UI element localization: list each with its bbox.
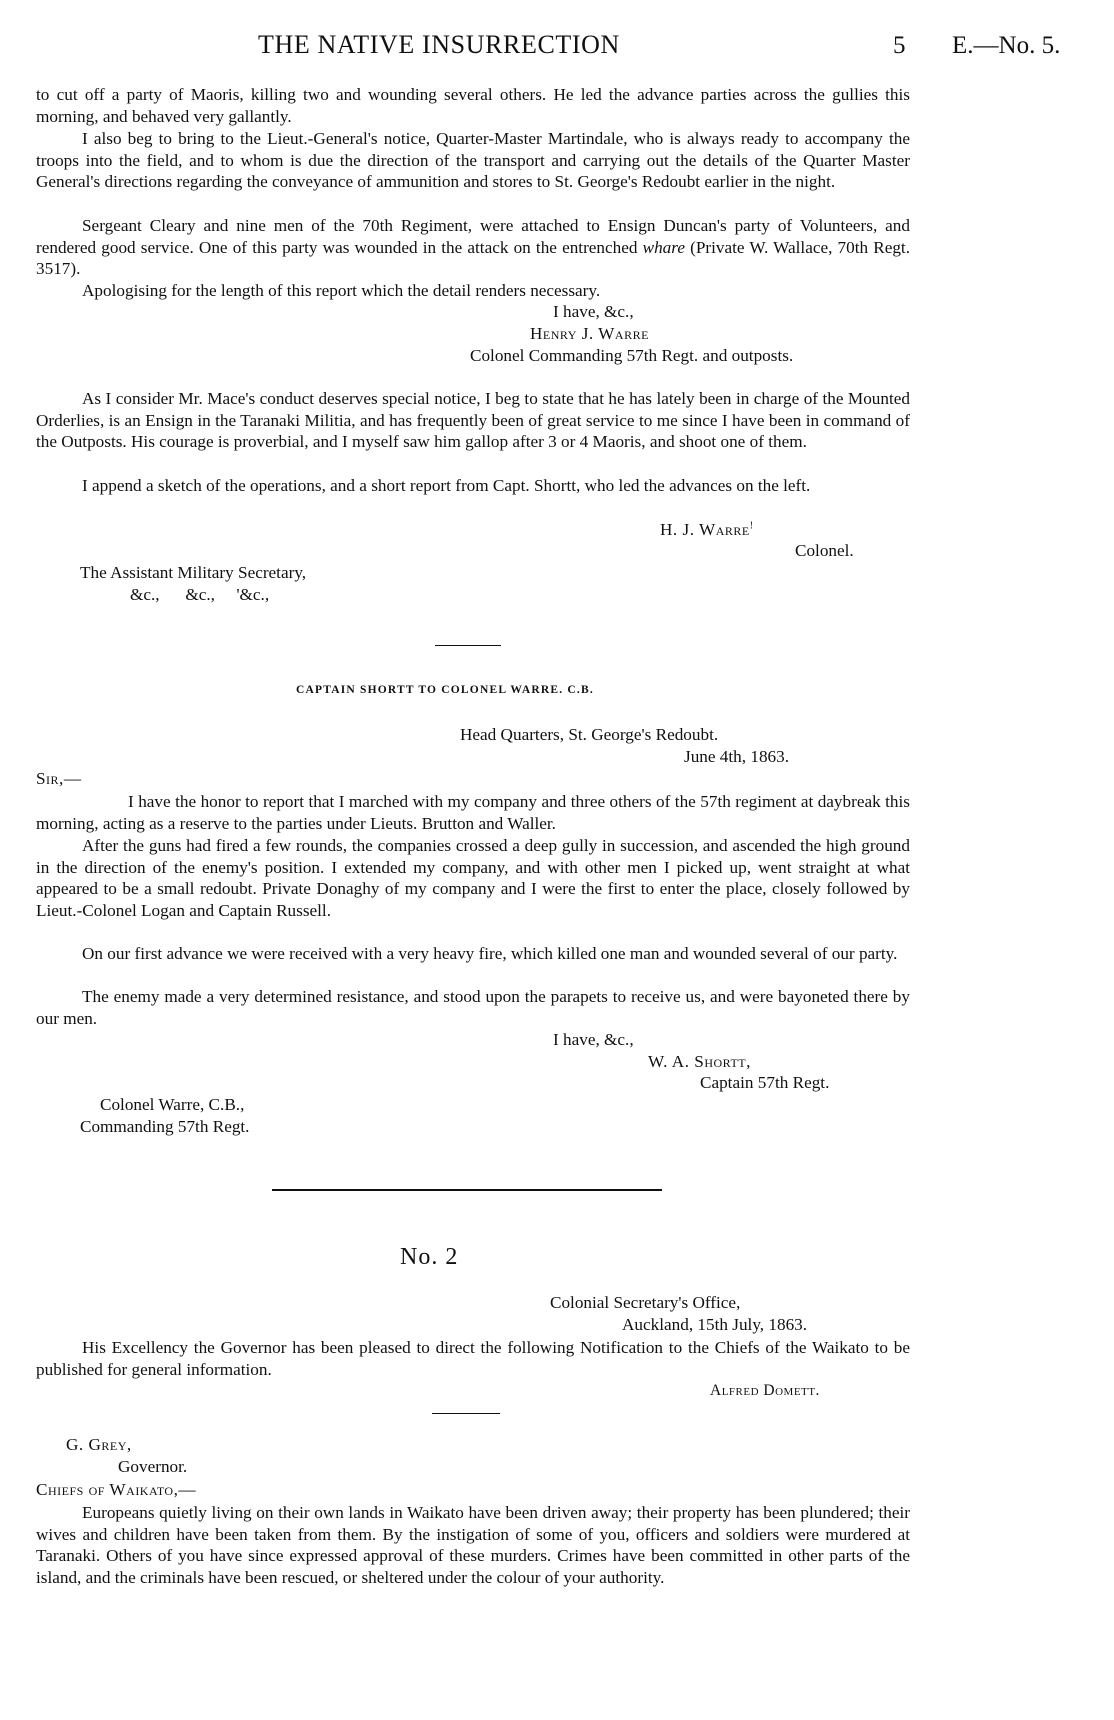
postscript-paragraph-1: As I consider Mr. Mace's conduct deserves special notice, I beg to state that he has lately been in charge of the Mounted Orderlies, is an Ensign in the Taranaki Militia, and has frequently been of great service to me since I have been in command of the Outposts. His courage is proverbial, and I myself saw him gallop after 3 or 4 Maoris, and shoot one of them.	[36, 389, 910, 452]
report1-paragraph-1: to cut off a party of Maoris, killing two and wounding several others. He led the advance parties across the gullies this morning, and behaved very gallantly.	[36, 85, 910, 126]
running-title: THE NATIVE INSURRECTION	[258, 30, 620, 59]
governor-name: G. Grey,	[66, 1435, 132, 1454]
section2-paragraph-2: Europeans quietly living on their own lands in Waikato have been driven away; their property has been plundered; their wives and children have been taken from them. By the instigation of some of you, officers and soldiers were murdered at Taranaki. Others of you have since expressed approval of these murders. Crimes have been committed in other parts of the island, and the criminals have been rescued, or sheltered under the colour of your authority.	[36, 1503, 910, 1587]
report1-paragraph-4: Apologising for the length of this report which the detail renders necessary.	[82, 281, 601, 300]
section2-signature: Alfred Domett.	[710, 1382, 820, 1399]
section2-paragraph-1: His Excellency the Governor has been pleased to direct the following Notification to the Chiefs of the Waikato to be published for general information.	[36, 1338, 910, 1379]
governor-title: Governor.	[118, 1457, 188, 1476]
report2-closing: I have, &c.,	[553, 1030, 634, 1049]
report1-paragraph-2: I also beg to bring to the Lieut.-General's notice, Quarter-Master Martindale, who is always ready to accompany the troops into the field, and to whom is due the direction of the transport and carrying out the details of the Quarter Master General's directions regarding the conveyance of ammunition and stores to St. George's Redoubt earlier in the night.	[36, 129, 910, 192]
office-name: Colonial Secretary's Office,	[550, 1293, 741, 1312]
chiefs-salutation: Chiefs of Waikato,—	[36, 1480, 197, 1499]
report1-signature: Henry J. Warre	[530, 324, 649, 343]
report1-signature-title: Colonel Commanding 57th Regt. and outposts.	[470, 346, 794, 365]
postscript-signature: H. J. Warre!	[660, 520, 754, 539]
report2-addressee-2: Commanding 57th Regt.	[80, 1117, 250, 1136]
postscript-addressee: The Assistant Military Secretary,	[80, 563, 307, 582]
page-number: 5	[893, 32, 906, 59]
report2-paragraph-1: I have the honor to report that I marched with my company and three others of the 57th regiment at daybreak this morning, acting as a reserve to the parties under Lieuts. Brutton and Waller.	[36, 792, 910, 833]
letter-date: June 4th, 1863.	[684, 747, 790, 766]
report2-addressee-1: Colonel Warre, C.B.,	[100, 1095, 245, 1114]
postscript-addressee-etc: &c., &c., '&c.,	[130, 585, 270, 604]
letter-place: Head Quarters, St. George's Redoubt.	[460, 725, 719, 744]
report1-closing: I have, &c.,	[553, 302, 634, 321]
document-reference: E.—No. 5.	[952, 32, 1061, 59]
report2-paragraph-2: After the guns had fired a few rounds, the companies crossed a deep gully in succession, and ascended the high ground in the direction of the enemy's position. I extended my company, and with other men I picked up, went straight at what appeared to be a small redoubt. Private Donaghy of my company and I were the first to enter the place, closely followed by Lieut.-Colonel Logan and Captain Russell.	[36, 836, 910, 920]
letter-salutation: Sir,—	[36, 769, 82, 788]
short-divider	[432, 1413, 500, 1414]
report2-paragraph-4: The enemy made a very determined resistance, and stood upon the parapets to receive us, and were bayoneted there by our men.	[36, 987, 910, 1028]
italic-word: whare	[642, 237, 685, 257]
report2-signature: W. A. Shortt,	[648, 1052, 751, 1071]
section-number: No. 2	[400, 1244, 459, 1270]
section-divider	[435, 645, 501, 646]
report2-paragraph-3: On our first advance we were received with a very heavy fire, which killed one man and wounded several of our party.	[82, 944, 898, 963]
report1-paragraph-3: Sergeant Cleary and nine men of the 70th Regiment, were attached to Ensign Duncan's party of Volunteers, and rendered good service. One of this party was wounded in the attack on the entrenched whare (Private W. Wallace, 70th Regt. 3517).	[36, 216, 911, 279]
report2-signature-title: Captain 57th Regt.	[700, 1073, 830, 1092]
postscript-signature-title: Colonel.	[795, 541, 854, 560]
letter-heading: CAPTAIN SHORTT TO COLONEL WARRE. C.B.	[296, 684, 594, 696]
postscript-paragraph-2: I append a sketch of the operations, and a short report from Capt. Shortt, who led the advances on the left.	[82, 476, 811, 495]
office-date: Auckland, 15th July, 1863.	[622, 1315, 808, 1334]
major-divider	[272, 1189, 662, 1191]
